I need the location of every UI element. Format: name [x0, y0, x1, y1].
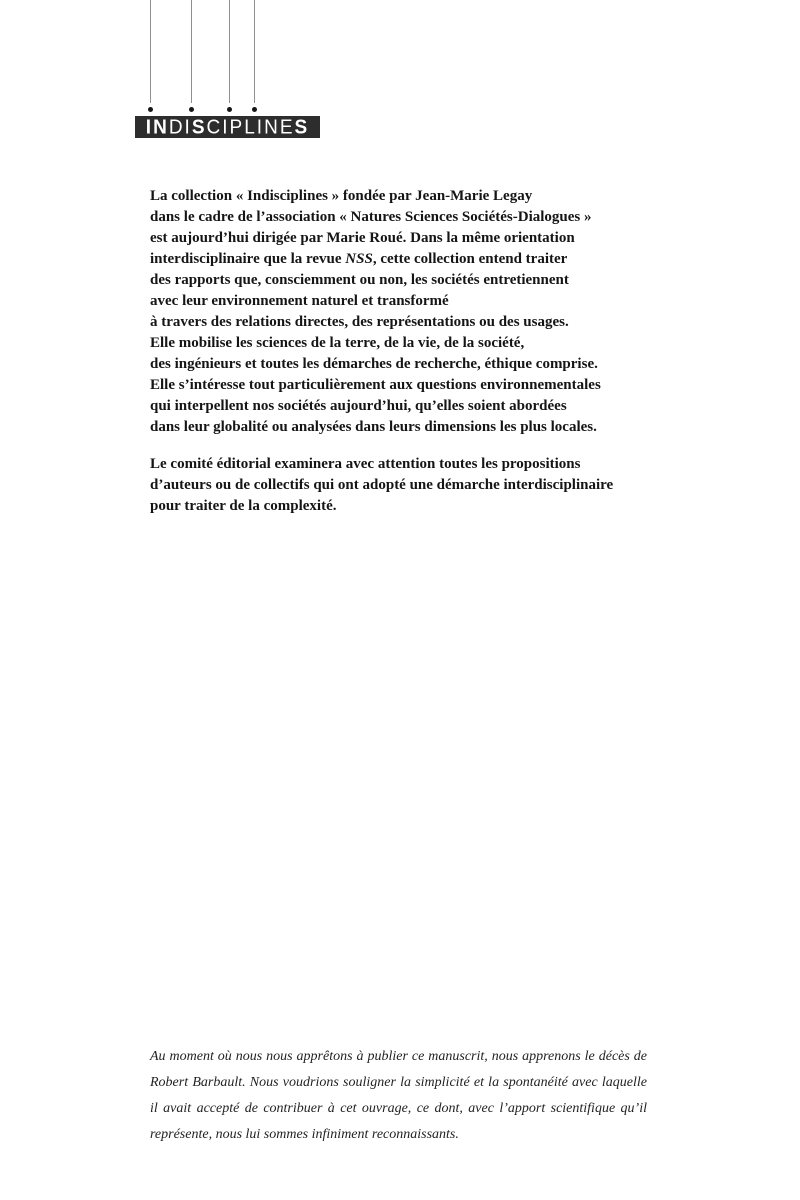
text-line: interdisciplinaire que la revue NSS, cette collection entend traiter [150, 251, 568, 267]
text-line: Le comité éditorial examinera avec attention toutes les propositions [150, 456, 581, 472]
hanging-dot-4 [252, 107, 257, 112]
logo-letter: E [279, 115, 295, 139]
logo-box [135, 116, 320, 138]
logo-letter: I [222, 115, 230, 139]
hanging-dot-2 [189, 107, 194, 112]
hanging-line-1 [150, 0, 151, 103]
text-line: des ingénieurs et toutes les démarches de recherche, éthique comprise. [150, 356, 598, 372]
text-line: il avait accepté de contribuer à cet ouvrage, ce dont, avec l’apport scientifique qu’il [150, 1101, 647, 1116]
logo-letter: D [168, 115, 185, 139]
logo-letter: C [206, 115, 223, 139]
hanging-dot-3 [227, 107, 232, 112]
editorial-committee-paragraph [150, 454, 770, 517]
logo-letter: N [153, 115, 169, 139]
text-line: des rapports que, consciemment ou non, les sociétés entretiennent [150, 272, 569, 288]
logo-letter: I [256, 115, 265, 139]
text-line: pour traiter de la complexité. [150, 498, 337, 514]
text-line: Robert Barbault. Nous voudrions souligner la simplicité et la spontanéité avec laquelle [150, 1075, 647, 1090]
logo-letter: N [264, 115, 280, 139]
logo-letter: S [191, 115, 207, 139]
text-line: à travers des relations directes, des représentations ou des usages. [150, 314, 569, 330]
memorial-note [150, 1044, 647, 1148]
collection-description-paragraph [150, 186, 770, 438]
text-line: avec leur environnement naturel et transformé [150, 293, 449, 309]
hanging-line-3 [229, 0, 230, 103]
text-line: d’auteurs ou de collectifs qui ont adopté une démarche interdisciplinaire [150, 477, 614, 493]
text-line: est aujourd’hui dirigée par Marie Roué. Dans la même orientation [150, 230, 575, 246]
hanging-dot-1 [148, 107, 153, 112]
text-line: Elle mobilise les sciences de la terre, de la vie, de la société, [150, 335, 525, 351]
text-line: dans le cadre de l’association « Natures Sciences Sociétés-Dialogues » [150, 209, 592, 225]
text-line: Elle s’intéresse tout particulièrement aux questions environnementales [150, 377, 601, 393]
text-line: dans leur globalité ou analysées dans leurs dimensions les plus locales. [150, 419, 597, 435]
text-line: représente, nous lui sommes infiniment reconnaissants. [150, 1127, 459, 1142]
text-line: Au moment où nous nous apprêtons à publier ce manuscrit, nous apprenons le décès de [150, 1049, 647, 1064]
logo-letter: I [145, 115, 154, 139]
text-line: La collection « Indisciplines » fondée par Jean-Marie Legay [150, 188, 533, 204]
text-line: qui interpellent nos sociétés aujourd’hui, qu’elles soient abordées [150, 398, 567, 414]
hanging-line-4 [254, 0, 255, 103]
logo-letter: P [229, 115, 245, 139]
logo-letter: I [184, 115, 192, 139]
logo-letter: L [244, 115, 257, 139]
logo-letter: S [294, 115, 310, 139]
logo-wordmark [146, 117, 309, 137]
hanging-line-2 [191, 0, 192, 103]
